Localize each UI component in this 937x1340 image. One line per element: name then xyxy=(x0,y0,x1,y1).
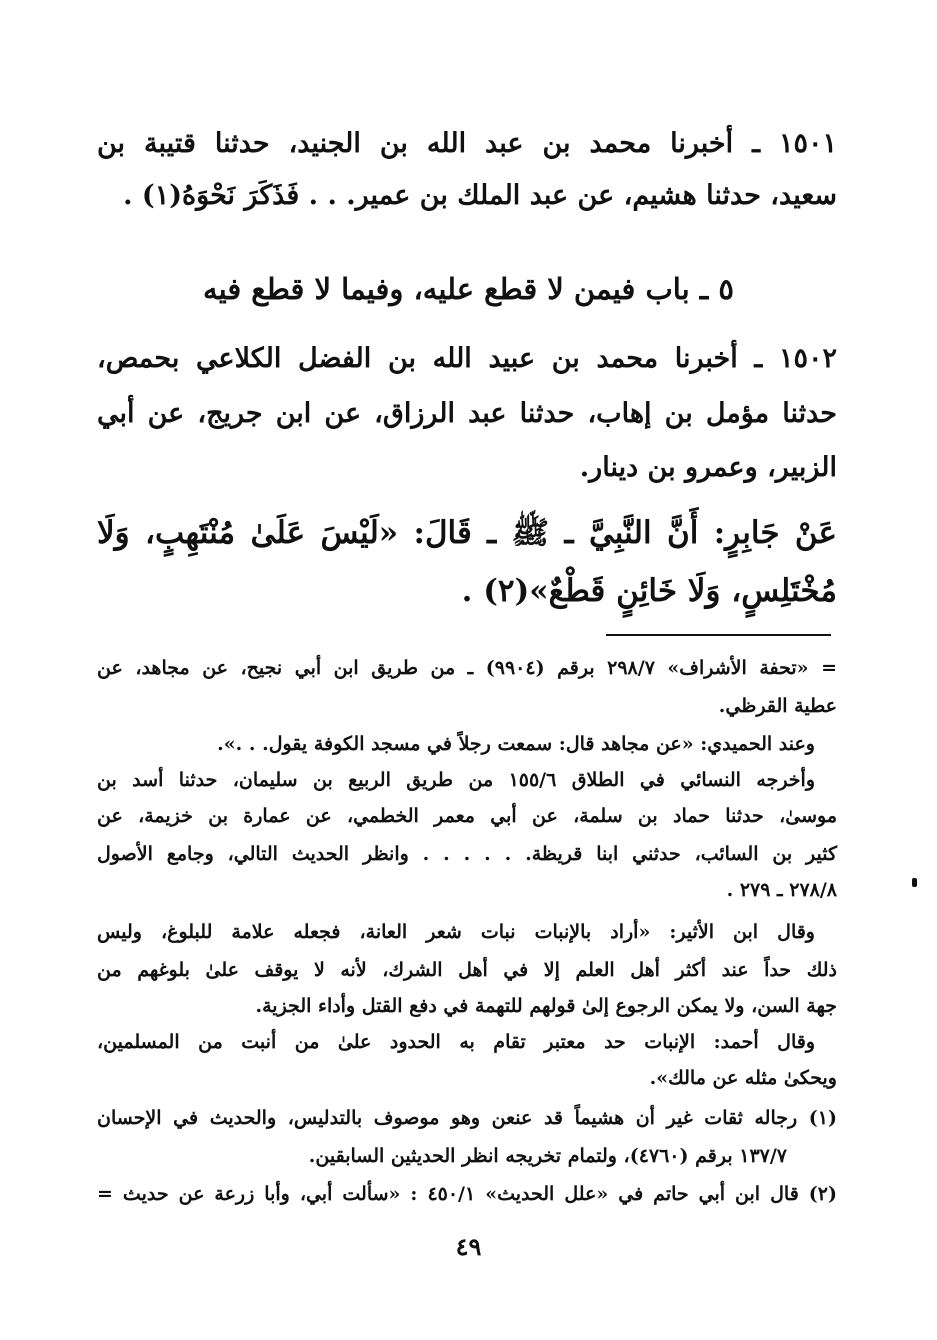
footnote-line: موسىٰ، حدثنا حماد بن سلمة، عن أبي معمر الخطمي، عن عمارة بن خزيمة، عن xyxy=(97,805,837,827)
chapter-heading: ٥ ـ باب فيمن لا قطع عليه، وفيما لا قطع فيه xyxy=(203,272,734,306)
footnote-line: ويحكىٰ مثله عن مالك». xyxy=(649,1067,837,1089)
footnote-line: وقال ابن الأثير: «أراد بالإنبات نبات شعر العانة، فجعله علامة للبلوغ، وليس xyxy=(97,921,815,943)
footnote-1-line: (١) رجاله ثقات غير أن هشيماً قد عنعن وهو موصوف بالتدليس، والحديث في الإحسان xyxy=(97,1107,837,1129)
footnote-line: وأخرجه النسائي في الطلاق ١٥٥/٦ من طريق الربيع بن سليمان، حدثنا أسد بن xyxy=(97,769,815,791)
footnote-line: وعند الحميدي: «عن مجاهد قال: سمعت رجلاً في مسجد الكوفة يقول. . .». xyxy=(217,733,815,755)
footnote-separator xyxy=(606,634,831,636)
footnote-line: = «تحفة الأشراف» ٢٩٨/٧ برقم (٩٩٠٤) ـ من طريق ابن أبي نجيح، عن مجاهد، عن xyxy=(97,657,838,679)
footnote-2-line: (٢) قال ابن أبي حاتم في «علل الحديث» ٤٥٠/١ : «سألت أبي، وأبا زرعة عن حديث = xyxy=(97,1183,837,1205)
hadith-1502-isnad-line-3: الزبير، وعمرو بن دينار. xyxy=(579,452,837,483)
hadith-1501-line-2: سعيد، حدثنا هشيم، عن عبد الملك بن عمير. . . فَذَكَرَ نَحْوَهُ(١) . xyxy=(123,180,837,211)
page-number: ٤٩ xyxy=(455,1232,482,1261)
footnote-1-line: ١٣٧/٧ برقم (٤٧٦٠)، ولتمام تخريجه انظر الحديثين السابقين. xyxy=(308,1145,787,1167)
hadith-1502-isnad-line-1: ١٥٠٢ ـ أخبرنا محمد بن عبيد الله بن الفضل الكلاعي بحمص، xyxy=(97,343,837,374)
hadith-1501-line-1: ١٥٠١ ـ أخبرنا محمد بن عبد الله بن الجنيد، حدثنا قتيبة بن xyxy=(97,128,837,159)
footnote-line: عطية القرظي. xyxy=(718,695,837,717)
scan-speck xyxy=(912,878,917,887)
footnote-line: كثير بن السائب، حدثني ابنا قريظة. . . . . . وانظر الحديث التالي، وجامع الأصول xyxy=(97,843,837,865)
footnote-line: ذلك حداً عند أكثر أهل العلم إلا في أهل الشرك، لأنه لا يوقف علىٰ بلوغهم من xyxy=(97,959,837,981)
footnote-line: جهة السن، ولا يمكن الرجوع إلىٰ قولهم للتهمة في دفع القتل وأداء الجزية. xyxy=(255,995,837,1017)
hadith-1502-matn-line-1: عَنْ جَابِرٍ: أَنَّ النَّبِيَّ ـ ﷺ ـ قَالَ: «لَيْسَ عَلَىٰ مُنْتَهِبٍ، وَلَا xyxy=(97,515,837,551)
footnote-line: ٢٧٨/٨ ـ ٢٧٩ . xyxy=(726,879,837,901)
hadith-1502-isnad-line-2: حدثنا مؤمل بن إهاب، حدثنا عبد الرزاق، عن ابن جريج، عن أبي xyxy=(97,398,837,429)
footnote-line: وقال أحمد: الإنبات حد معتبر تقام به الحدود علىٰ من أنبت من المسلمين، xyxy=(97,1031,815,1053)
hadith-1502-matn-line-2: مُخْتَلِسٍ، وَلَا خَائِنٍ قَطْعٌ»(٢) . xyxy=(461,573,837,609)
